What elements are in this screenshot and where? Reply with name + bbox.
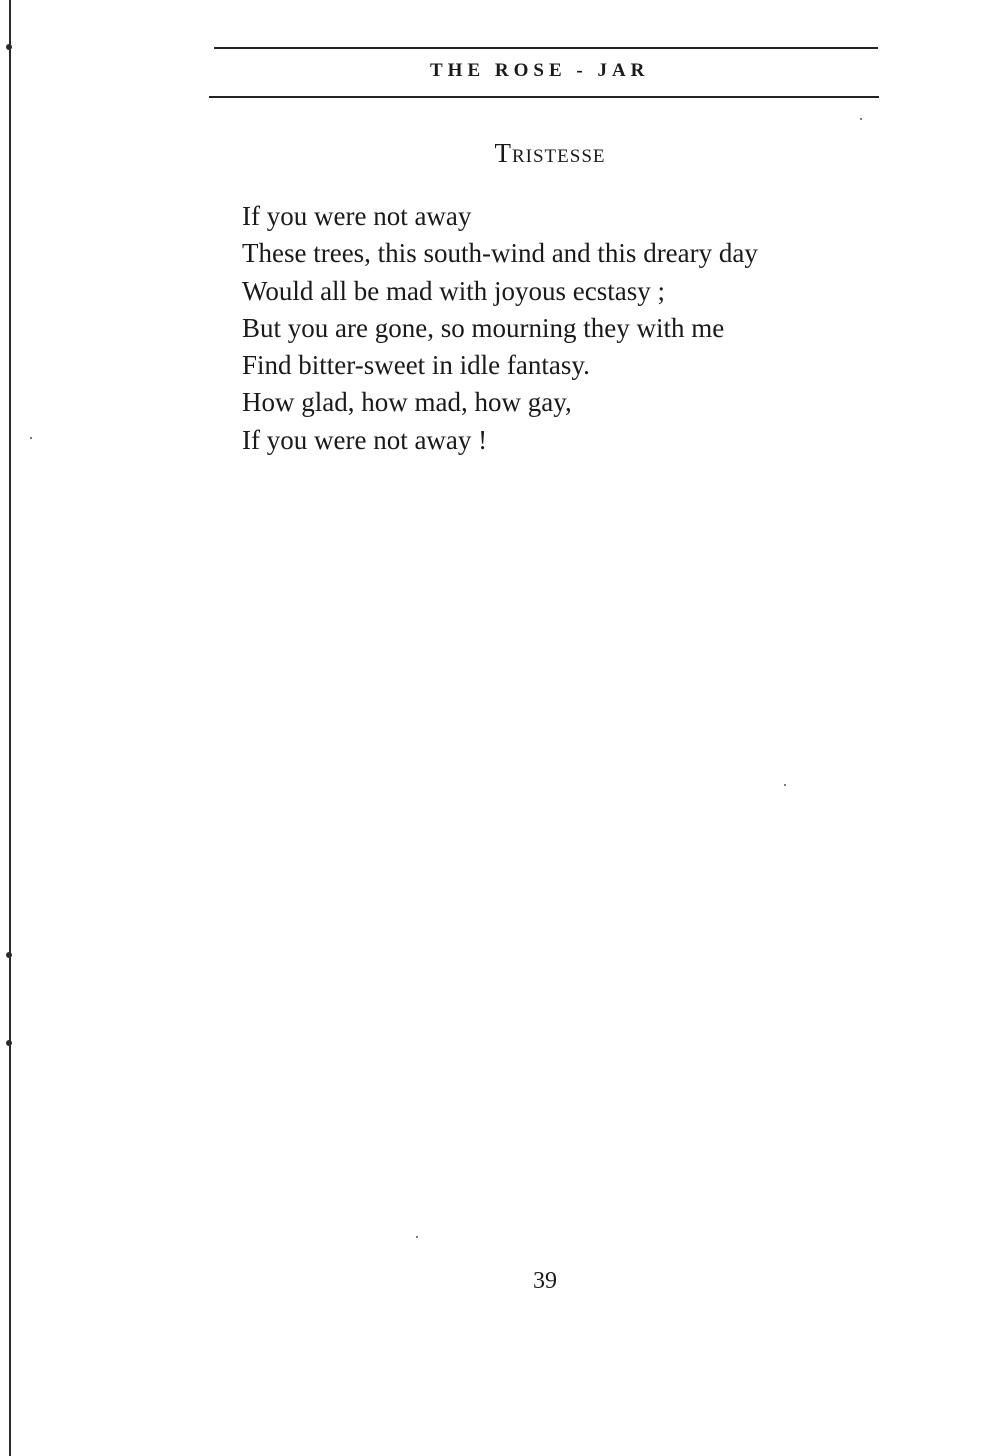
scan-speck xyxy=(30,437,32,439)
poem-line: Find bitter-sweet in idle fantasy. xyxy=(242,350,590,381)
binding-mark xyxy=(6,1040,12,1046)
poem-line: But you are gone, so mourning they with me xyxy=(242,312,725,343)
binding-mark xyxy=(6,952,12,958)
poem-line: These trees, this south-wind and this dreary day xyxy=(242,238,758,269)
poem-line: If you were not away xyxy=(242,201,472,231)
header-rule-top xyxy=(214,47,878,49)
poem-line: Would all be mad with joyous ecstasy ; xyxy=(242,275,666,306)
poem-line: If you were not away ! xyxy=(242,424,488,455)
binding-mark xyxy=(6,44,12,50)
header-rule-bottom xyxy=(209,96,879,98)
poem-body xyxy=(242,198,882,459)
scan-speck xyxy=(860,118,862,120)
page-number: 39 xyxy=(533,1268,557,1294)
scan-speck xyxy=(784,784,786,786)
poem-title: Tristesse xyxy=(494,138,606,168)
running-header: THE ROSE - JAR xyxy=(430,60,650,81)
scan-speck xyxy=(416,1236,418,1238)
poem-line: How glad, how mad, how gay, xyxy=(242,387,572,418)
binding-edge xyxy=(9,0,11,1456)
